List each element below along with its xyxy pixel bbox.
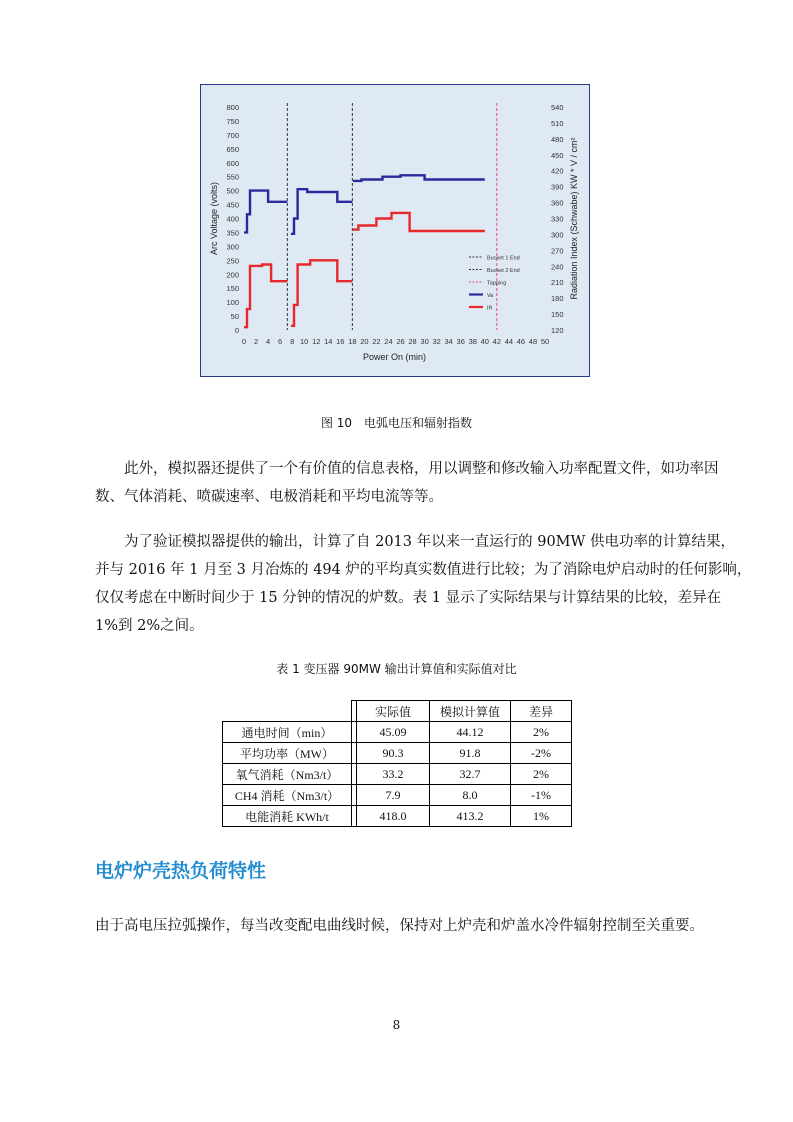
y2-tick-label: 480 — [551, 134, 564, 144]
table-header-calc: 模拟计算值 — [430, 701, 511, 722]
y-tick-label: 100 — [226, 298, 239, 308]
y2-tick-label: 540 — [551, 103, 564, 112]
cell-actual: 45.09 — [357, 722, 430, 743]
table-caption: 表 1 变压器 90MW 输出计算值和实际值对比 — [276, 662, 517, 676]
table-row — [223, 743, 572, 764]
y-tick-label: 0 — [234, 326, 239, 335]
series-line-va — [353, 175, 485, 181]
y-tick-label: 750 — [226, 116, 239, 126]
row-label: CH4 消耗（Nm3/t） — [223, 785, 352, 806]
x-tick-label: 24 — [384, 337, 393, 346]
cell-calc: 413.2 — [430, 806, 511, 827]
x-axis-label: Power On (min) — [362, 352, 427, 362]
y-tick-label: 700 — [226, 130, 239, 140]
y2-tick-label: 120 — [551, 326, 564, 335]
paragraph-line: 并与 2016 年 1 月至 3 月冶炼的 494 炉的平均真实数值进行比较；为了消除电炉启动时的任何影响， — [95, 562, 752, 578]
y2-axis-label: Radiation Index (Schwabe) KW * V / cm² — [569, 137, 579, 300]
cell-actual: 90.3 — [357, 743, 430, 764]
y-tick-label: 250 — [226, 256, 239, 266]
arc-voltage-chart — [201, 85, 589, 376]
y2-tick-label: 330 — [551, 214, 564, 224]
y-axis-label: Arc Voltage (volts) — [209, 181, 219, 256]
table-corner-cell — [223, 701, 352, 722]
x-tick-label: 30 — [420, 337, 429, 346]
cell-actual: 418.0 — [357, 806, 430, 827]
y-tick-label: 200 — [226, 270, 239, 280]
cell-actual: 33.2 — [357, 764, 430, 785]
legend-label: Bucket 2 End — [487, 268, 520, 274]
cell-diff: -1% — [511, 785, 572, 806]
x-tick-label: 40 — [480, 337, 489, 346]
figure-caption: 图 10 电弧电压和辐射指数 — [320, 416, 473, 430]
y-tick-label: 800 — [226, 103, 239, 112]
chart-figure — [200, 84, 590, 377]
row-label: 氧气消耗（Nm3/t） — [223, 764, 352, 785]
section-title: 电炉炉壳热负荷特性 — [95, 860, 267, 882]
y2-tick-label: 510 — [551, 118, 564, 128]
cell-diff: 2% — [511, 764, 572, 785]
series-line-ir — [244, 265, 287, 328]
legend-label: IR — [487, 305, 493, 312]
table-header-row — [223, 701, 572, 722]
paragraph-line: 为了验证模拟器提供的输出，计算了自 2013 年以来一直运行的 90MW 供电功率的计算结果， — [95, 534, 736, 550]
paragraph-line: 仅仅考虑在中断时间少于 15 分钟的情况的炉数。表 1 显示了实际结果与计算结果的比较，差异在 — [95, 590, 722, 606]
y2-tick-label: 390 — [551, 182, 564, 192]
x-tick-label: 14 — [324, 337, 333, 346]
y-tick-label: 550 — [226, 172, 239, 182]
y2-tick-label: 210 — [551, 278, 564, 288]
cell-calc: 44.12 — [430, 722, 511, 743]
x-tick-label: 12 — [312, 337, 321, 346]
x-tick-label: 16 — [336, 337, 345, 346]
y-tick-label: 150 — [226, 284, 239, 294]
x-tick-label: 0 — [241, 337, 247, 346]
y-tick-label: 400 — [226, 214, 239, 224]
x-tick-label: 32 — [432, 337, 441, 346]
y2-tick-label: 450 — [551, 150, 564, 160]
x-tick-label: 46 — [516, 337, 526, 346]
y-tick-label: 300 — [226, 242, 239, 252]
paragraph-2 — [95, 528, 752, 640]
x-tick-label: 8 — [290, 337, 295, 346]
section-paragraph — [95, 912, 704, 940]
x-tick-label: 38 — [468, 337, 477, 346]
x-tick-label: 42 — [492, 337, 502, 346]
row-label: 平均功率（MW） — [223, 743, 352, 764]
series-line-ir — [291, 260, 352, 326]
y2-tick-label: 300 — [551, 230, 564, 240]
legend-label: Va — [487, 293, 494, 299]
cell-diff: 2% — [511, 722, 572, 743]
series-line-ir — [353, 213, 485, 231]
paragraph-line: 此外，模拟器还提供了一个有价值的信息表格，用以调整和修改输入功率配置文件，如功率因 — [95, 461, 719, 477]
series-line-va — [244, 191, 287, 233]
row-label: 通电时间（min） — [223, 722, 352, 743]
cell-calc: 8.0 — [430, 785, 511, 806]
table-row — [223, 722, 572, 743]
x-tick-label: 10 — [300, 337, 309, 346]
page-number: 8 — [392, 1018, 401, 1032]
table-header-actual: 实际值 — [357, 701, 430, 722]
x-tick-label: 50 — [540, 337, 550, 346]
y-tick-label: 50 — [230, 312, 239, 322]
legend-label: Bucket 1 End — [487, 255, 520, 262]
table-header-diff: 差异 — [511, 701, 572, 722]
paragraph-line: 1%到 2%之间。 — [95, 618, 204, 634]
series-line-va — [291, 189, 352, 234]
y2-tick-label: 420 — [551, 166, 564, 176]
comparison-table — [222, 700, 572, 827]
cell-calc: 32.7 — [430, 764, 511, 785]
legend-label: Tapping — [487, 280, 507, 287]
cell-diff: 1% — [511, 806, 572, 827]
table-row — [223, 806, 572, 827]
cell-calc: 91.8 — [430, 743, 511, 764]
x-tick-label: 28 — [408, 337, 417, 346]
y2-tick-label: 360 — [551, 198, 564, 208]
x-tick-label: 48 — [528, 337, 538, 346]
x-tick-label: 20 — [360, 337, 369, 346]
y-tick-label: 600 — [226, 158, 239, 168]
x-tick-label: 44 — [504, 337, 514, 346]
x-tick-label: 22 — [372, 337, 381, 346]
y2-tick-label: 180 — [551, 294, 564, 304]
x-tick-label: 6 — [278, 337, 283, 346]
y2-tick-label: 240 — [551, 262, 564, 272]
paragraph-line: 数、气体消耗、喷碳速率、电极消耗和平均电流等等。 — [95, 489, 443, 505]
cell-actual: 7.9 — [357, 785, 430, 806]
table-row — [223, 764, 572, 785]
paragraph-1 — [95, 455, 719, 511]
y-tick-label: 650 — [226, 144, 239, 154]
y-tick-label: 450 — [226, 200, 239, 210]
y-tick-label: 350 — [226, 228, 239, 238]
paragraph-line: 由于高电压拉弧操作，每当改变配电曲线时候，保持对上炉壳和炉盖水冷件辐射控制至关重要。 — [95, 918, 704, 934]
row-label: 电能消耗 KWh/t — [223, 806, 352, 827]
x-tick-label: 18 — [348, 337, 357, 346]
y2-tick-label: 270 — [551, 246, 564, 256]
cell-diff: -2% — [511, 743, 572, 764]
y-tick-label: 500 — [226, 186, 239, 196]
table-row — [223, 785, 572, 806]
x-tick-label: 4 — [265, 337, 271, 346]
x-tick-label: 36 — [456, 337, 465, 346]
y2-tick-label: 150 — [551, 310, 564, 320]
x-tick-label: 26 — [396, 337, 405, 346]
x-tick-label: 34 — [444, 337, 453, 346]
x-tick-label: 2 — [253, 337, 259, 346]
